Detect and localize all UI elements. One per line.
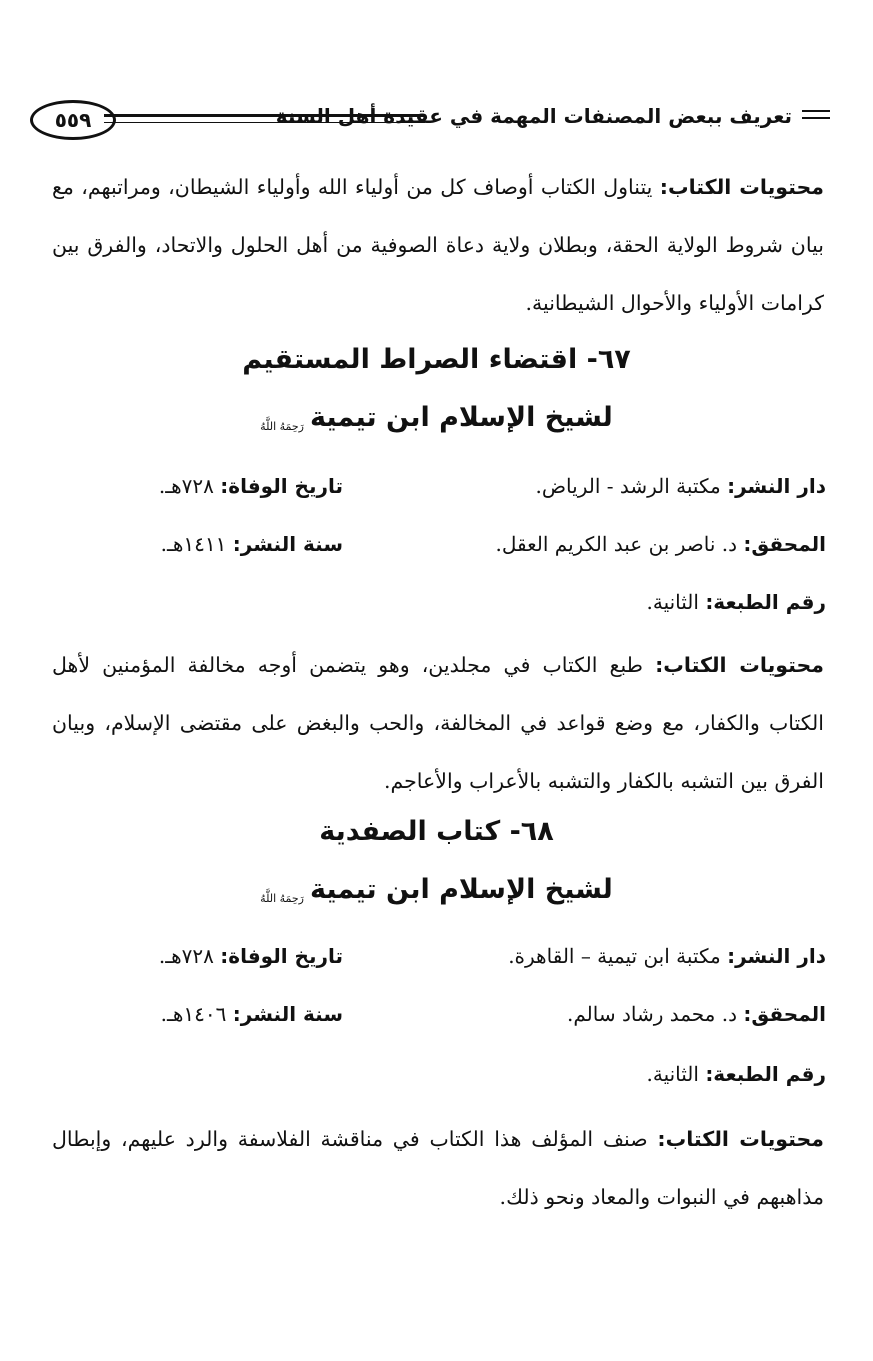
contents-text: يتناول الكتاب أوصاف كل من أولياء الله وأولياء الشيطان، ومراتبهم، مع بيان شروط الولاية الحقة، وبطلان ولاية دعاة الصوفية من أهل الحلول والاتحاد، والفرق بين كرامات الأولياء والأحوال الشيطانية. — [52, 175, 824, 315]
death-date-label: تاريخ الوفاة: — [220, 474, 343, 498]
entry-title: ٦٧- اقتضاء الصراط المستقيم — [242, 344, 631, 375]
death-date-value: ٧٢٨هـ. — [158, 944, 214, 968]
intro-contents-paragraph — [52, 158, 824, 332]
editor-value: د. ناصر بن عبد الكريم العقل. — [495, 532, 738, 556]
publication-year-label: سنة النشر: — [232, 532, 343, 556]
death-date-field — [159, 944, 343, 968]
publisher-value: مكتبة ابن تيمية – القاهرة. — [508, 944, 721, 968]
running-header — [30, 100, 830, 144]
editor-label: المحقق: — [743, 532, 826, 556]
edition-label: رقم الطبعة: — [705, 590, 826, 614]
contents-text: طبع الكتاب في مجلدين، وهو يتضمن أوجه مخالفة المؤمنين لأهل الكتاب والكفار، مع وضع قواعد في المخالفة، والحب والبغض على مقتضى الإسلام، وبيان الفرق بين التشبه بالكفار والتشبه بالأعراب والأعاجم. — [52, 653, 824, 793]
publication-year-label: سنة النشر: — [232, 1002, 343, 1026]
author-name: لشيخ الإسلام ابن تيمية — [309, 402, 613, 433]
honorific: رَحِمَهُ اللَّهُ — [260, 420, 304, 433]
contents-paragraph — [52, 1110, 824, 1226]
publisher-field — [508, 944, 826, 968]
editor-value: د. محمد رشاد سالم. — [566, 1002, 738, 1026]
publisher-label: دار النشر: — [727, 944, 826, 968]
contents-label: محتويات الكتاب: — [659, 175, 824, 199]
page-number: ٥٥٩ — [30, 100, 116, 140]
entry-author — [0, 402, 873, 433]
edition-value: الثانية. — [646, 590, 699, 614]
publication-year-field — [161, 1002, 343, 1026]
publisher-label: دار النشر: — [727, 474, 826, 498]
editor-field — [496, 532, 826, 556]
editor-label: المحقق: — [743, 1002, 826, 1026]
header-dash — [802, 110, 830, 119]
contents-paragraph — [52, 636, 824, 810]
death-date-label: تاريخ الوفاة: — [220, 944, 343, 968]
edition-field — [646, 1062, 826, 1086]
death-date-field — [159, 474, 343, 498]
publication-year-value: ١٤١١هـ. — [160, 532, 227, 556]
entry-title: ٦٨- كتاب الصفدية — [319, 816, 554, 847]
entry-author — [0, 874, 873, 905]
contents-label: محتويات الكتاب: — [657, 1127, 824, 1151]
death-date-value: ٧٢٨هـ. — [158, 474, 214, 498]
author-name: لشيخ الإسلام ابن تيمية — [309, 874, 613, 905]
publisher-field — [536, 474, 827, 498]
contents-text: صنف المؤلف هذا الكتاب في مناقشة الفلاسفة والرد عليهم، وإبطال مذاهبهم في النبوات والمعاد ونحو ذلك. — [52, 1127, 824, 1209]
publisher-value: مكتبة الرشد - الرياض. — [535, 474, 721, 498]
edition-field — [646, 590, 826, 614]
edition-value: الثانية. — [646, 1062, 699, 1086]
contents-label: محتويات الكتاب: — [655, 653, 824, 677]
publication-year-value: ١٤٠٦هـ. — [160, 1002, 227, 1026]
honorific: رَحِمَهُ اللَّهُ — [260, 892, 304, 905]
publication-year-field — [161, 532, 343, 556]
header-title: تعريف ببعض المصنفات المهمة في عقيدة أهل السنة — [275, 104, 792, 128]
edition-label: رقم الطبعة: — [705, 1062, 826, 1086]
editor-field — [567, 1002, 826, 1026]
